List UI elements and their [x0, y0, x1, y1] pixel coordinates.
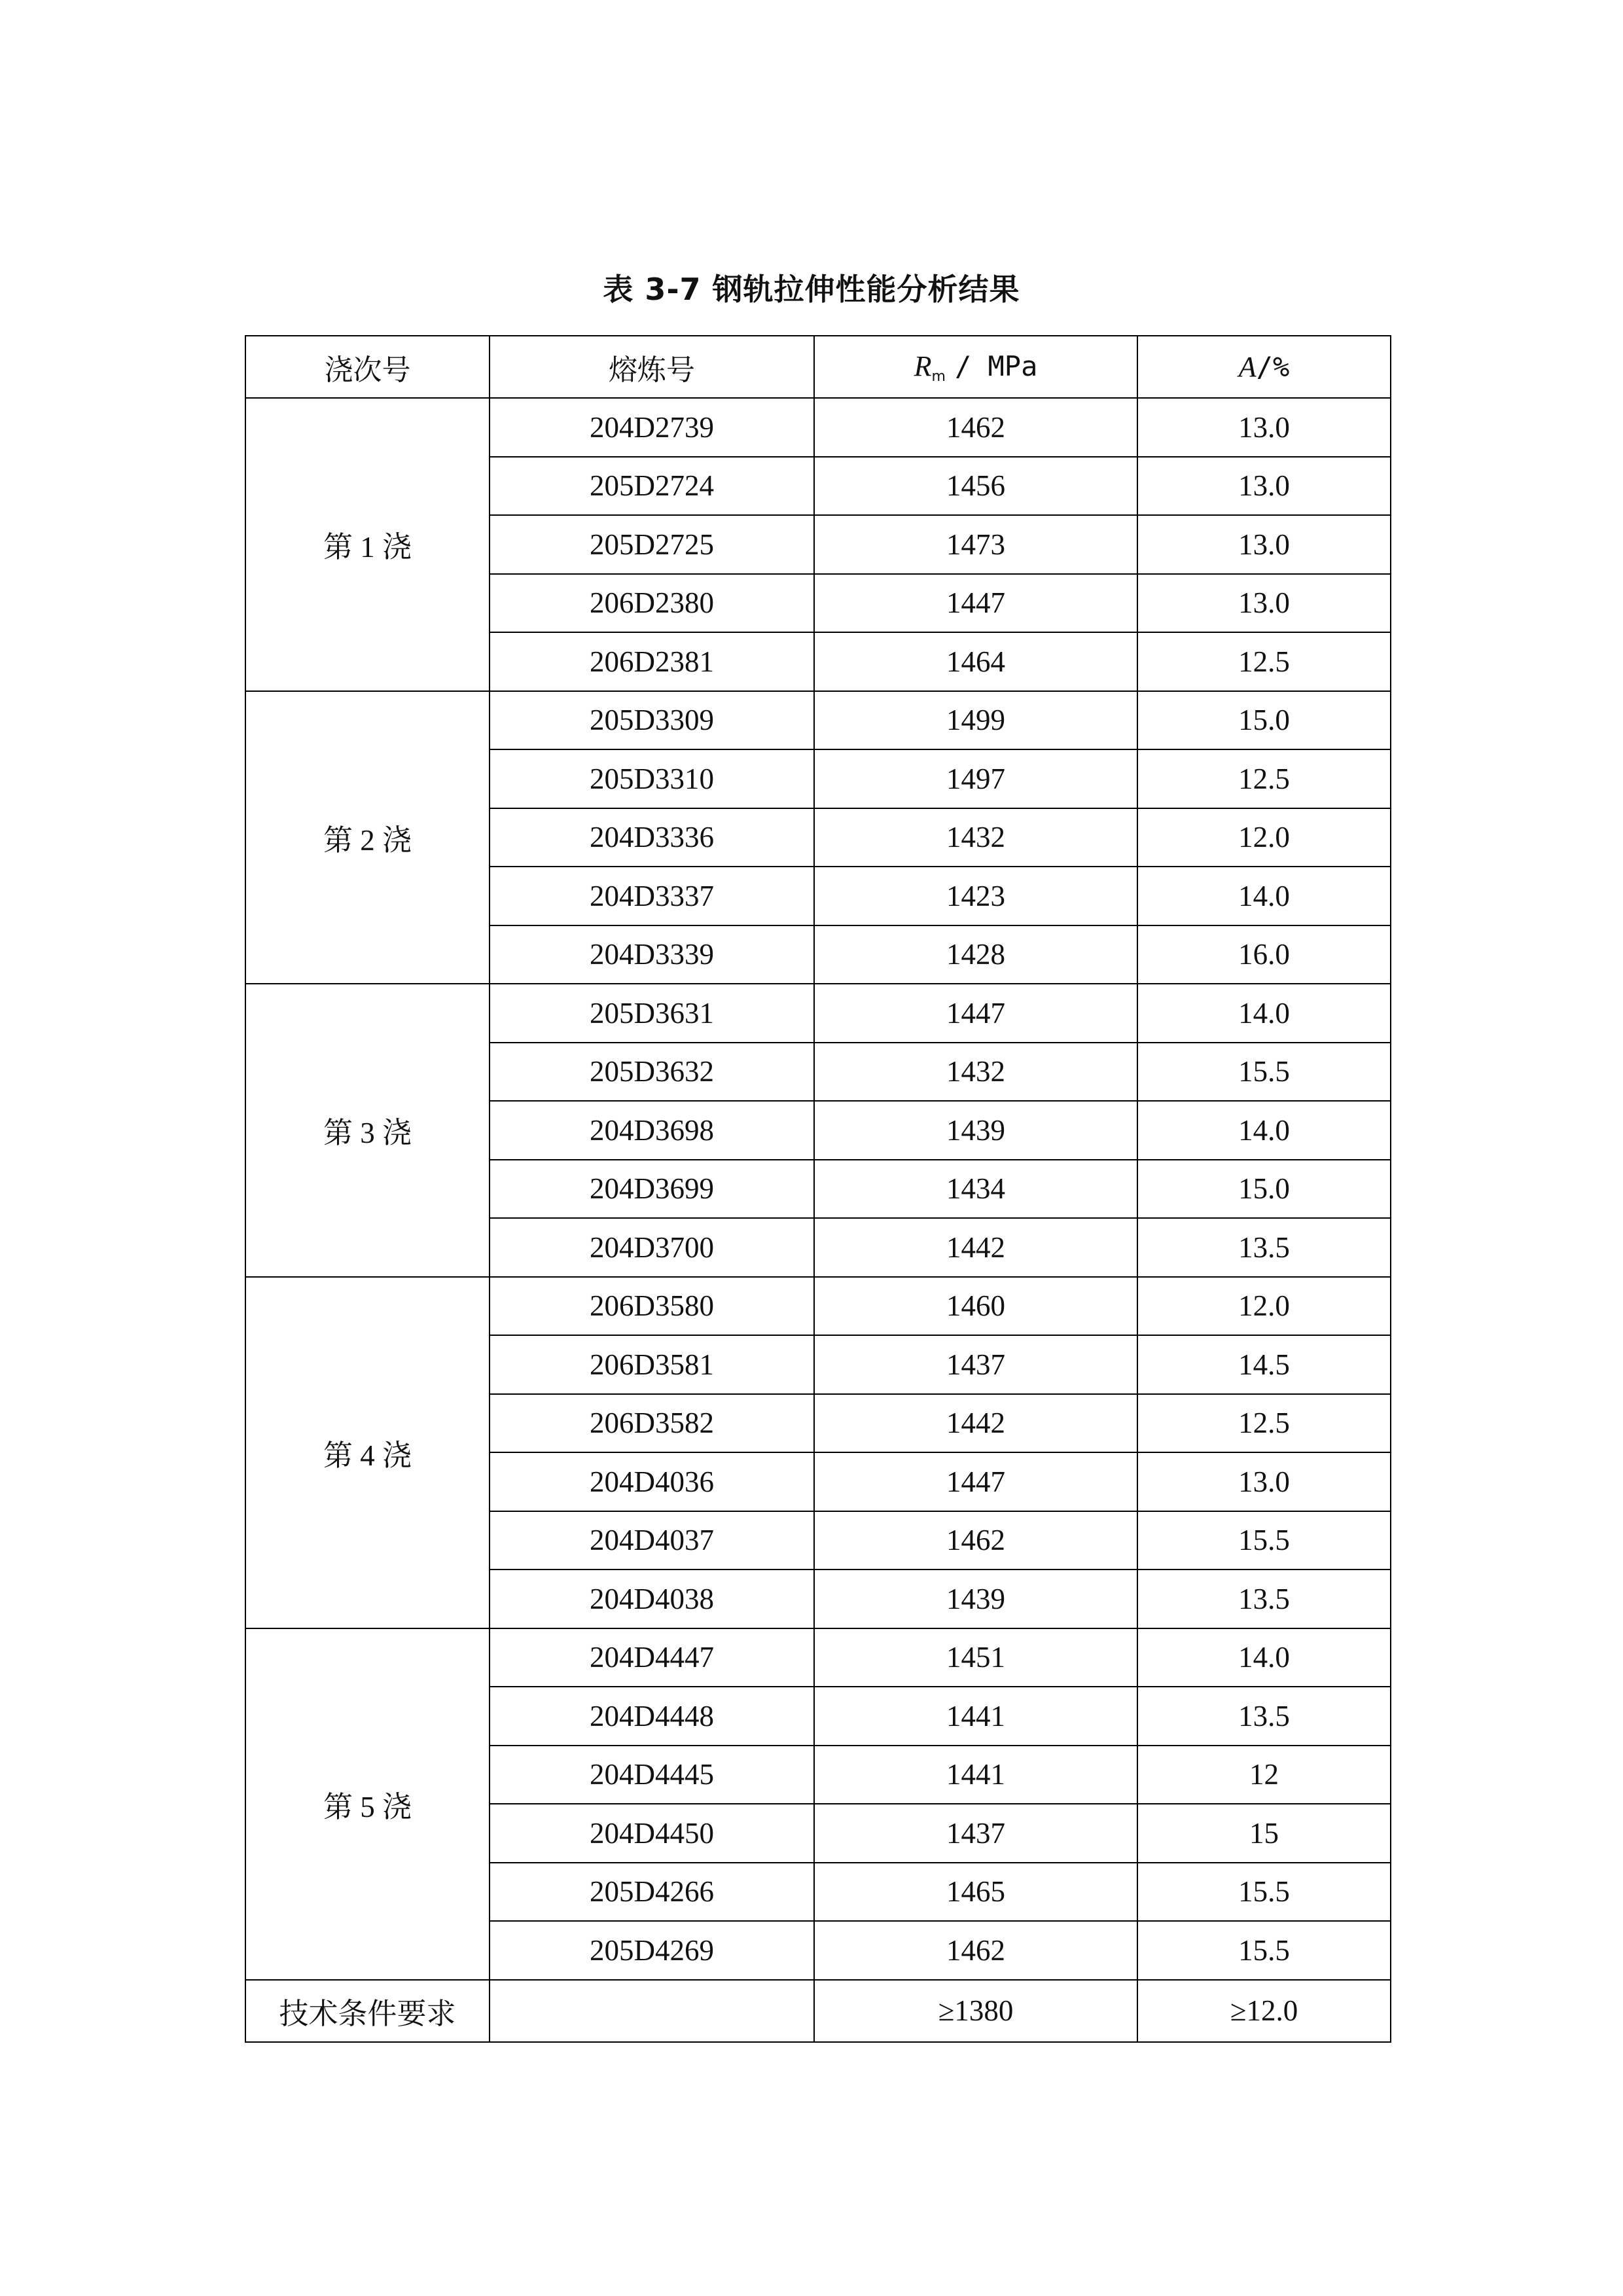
header-heat-number: 熔炼号 [490, 336, 814, 398]
heat-number-cell: 204D4448 [490, 1687, 814, 1746]
elongation-cell: 13.5 [1137, 1570, 1391, 1628]
tensile-strength-cell: 1465 [814, 1863, 1137, 1922]
elongation-cell: 14.0 [1137, 984, 1391, 1043]
elongation-cell: 12.0 [1137, 808, 1391, 867]
tensile-strength-cell: 1462 [814, 398, 1137, 457]
tensile-strength-cell: 1439 [814, 1101, 1137, 1160]
elongation-cell: 12.5 [1137, 632, 1391, 691]
tensile-strength-cell: 1464 [814, 632, 1137, 691]
tensile-strength-cell: 1437 [814, 1335, 1137, 1394]
tensile-strength-cell: 1432 [814, 1043, 1137, 1102]
rm-subscript: m [931, 368, 946, 385]
tensile-strength-cell: 1460 [814, 1277, 1137, 1336]
heat-number-cell: 205D2725 [490, 515, 814, 574]
pour-label: 第 2 浇 [245, 691, 490, 984]
requirement-rm: ≥1380 [814, 1980, 1137, 2042]
elongation-cell: 13.5 [1137, 1218, 1391, 1277]
pour-label: 第 4 浇 [245, 1277, 490, 1628]
pour-label: 第 1 浇 [245, 398, 490, 691]
tensile-strength-cell: 1423 [814, 867, 1137, 925]
heat-number-cell: 205D4266 [490, 1863, 814, 1922]
tensile-strength-cell: 1441 [814, 1687, 1137, 1746]
heat-number-cell: 204D4447 [490, 1628, 814, 1687]
tensile-strength-cell: 1434 [814, 1160, 1137, 1219]
tensile-strength-cell: 1442 [814, 1218, 1137, 1277]
requirement-label: 技术条件要求 [245, 1980, 490, 2042]
elongation-cell: 13.5 [1137, 1687, 1391, 1746]
elongation-cell: 13.0 [1137, 457, 1391, 516]
elongation-cell: 15.5 [1137, 1511, 1391, 1570]
heat-number-cell: 205D3631 [490, 984, 814, 1043]
heat-number-cell: 204D3336 [490, 808, 814, 867]
heat-number-cell: 204D3337 [490, 867, 814, 925]
heat-number-cell: 204D4036 [490, 1452, 814, 1511]
header-row [245, 336, 1391, 398]
table-row [245, 1277, 1391, 1336]
tensile-strength-cell: 1428 [814, 925, 1137, 984]
heat-number-cell: 206D3580 [490, 1277, 814, 1336]
tensile-strength-cell: 1437 [814, 1804, 1137, 1863]
heat-number-cell: 204D4450 [490, 1804, 814, 1863]
tensile-strength-cell: 1442 [814, 1394, 1137, 1453]
table-row [245, 1628, 1391, 1687]
elongation-cell: 15 [1137, 1804, 1391, 1863]
heat-number-cell: 204D3699 [490, 1160, 814, 1219]
tensile-strength-cell: 1439 [814, 1570, 1137, 1628]
elongation-cell: 14.0 [1137, 1628, 1391, 1687]
heat-number-cell: 204D2739 [490, 398, 814, 457]
table-caption: 表 3-7 钢轨拉伸性能分析结果 [603, 272, 1020, 307]
elongation-cell: 15.0 [1137, 1160, 1391, 1219]
requirement-heat [490, 1980, 814, 2042]
tensile-results-table [245, 335, 1391, 2043]
a-symbol: A [1238, 351, 1257, 383]
elongation-cell: 14.0 [1137, 867, 1391, 925]
elongation-cell: 15.5 [1137, 1863, 1391, 1922]
tensile-strength-cell: 1441 [814, 1746, 1137, 1804]
tensile-strength-cell: 1451 [814, 1628, 1137, 1687]
table-row [245, 984, 1391, 1043]
tensile-strength-cell: 1499 [814, 691, 1137, 750]
rm-symbol: R [914, 350, 932, 382]
heat-number-cell: 204D4445 [490, 1746, 814, 1804]
heat-number-cell: 204D3339 [490, 925, 814, 984]
table-body [245, 398, 1391, 1980]
elongation-cell: 15.5 [1137, 1921, 1391, 1980]
table-row [245, 691, 1391, 750]
heat-number-cell: 204D3698 [490, 1101, 814, 1160]
requirement-row [245, 1980, 1391, 2042]
requirement-a: ≥12.0 [1137, 1980, 1391, 2042]
elongation-cell: 15.5 [1137, 1043, 1391, 1102]
elongation-cell: 14.5 [1137, 1335, 1391, 1394]
tensile-strength-cell: 1462 [814, 1511, 1137, 1570]
elongation-cell: 16.0 [1137, 925, 1391, 984]
elongation-cell: 15.0 [1137, 691, 1391, 750]
heat-number-cell: 206D2380 [490, 574, 814, 633]
elongation-cell: 12.0 [1137, 1277, 1391, 1336]
tensile-strength-cell: 1462 [814, 1921, 1137, 1980]
tensile-strength-cell: 1497 [814, 749, 1137, 808]
heat-number-cell: 204D3700 [490, 1218, 814, 1277]
header-pour-number: 浇次号 [245, 336, 490, 398]
pour-label: 第 3 浇 [245, 984, 490, 1277]
heat-number-cell: 205D4269 [490, 1921, 814, 1980]
heat-number-cell: 205D2724 [490, 457, 814, 516]
tensile-strength-cell: 1447 [814, 574, 1137, 633]
rm-unit: / MPa [954, 350, 1038, 382]
elongation-cell: 12 [1137, 1746, 1391, 1804]
elongation-cell: 12.5 [1137, 749, 1391, 808]
table-row [245, 398, 1391, 457]
elongation-cell: 14.0 [1137, 1101, 1391, 1160]
header-tensile-strength [814, 336, 1137, 398]
tensile-strength-cell: 1447 [814, 984, 1137, 1043]
heat-number-cell: 206D3581 [490, 1335, 814, 1394]
heat-number-cell: 204D4038 [490, 1570, 814, 1628]
heat-number-cell: 206D2381 [490, 632, 814, 691]
heat-number-cell: 205D3632 [490, 1043, 814, 1102]
elongation-cell: 13.0 [1137, 1452, 1391, 1511]
tensile-strength-cell: 1456 [814, 457, 1137, 516]
heat-number-cell: 205D3310 [490, 749, 814, 808]
heat-number-cell: 206D3582 [490, 1394, 814, 1453]
elongation-cell: 13.0 [1137, 574, 1391, 633]
tensile-strength-cell: 1432 [814, 808, 1137, 867]
heat-number-cell: 205D3309 [490, 691, 814, 750]
header-elongation [1137, 336, 1391, 398]
a-unit: /% [1256, 351, 1290, 383]
tensile-strength-cell: 1473 [814, 515, 1137, 574]
tensile-strength-cell: 1447 [814, 1452, 1137, 1511]
elongation-cell: 13.0 [1137, 515, 1391, 574]
elongation-cell: 12.5 [1137, 1394, 1391, 1453]
heat-number-cell: 204D4037 [490, 1511, 814, 1570]
pour-label: 第 5 浇 [245, 1628, 490, 1980]
elongation-cell: 13.0 [1137, 398, 1391, 457]
